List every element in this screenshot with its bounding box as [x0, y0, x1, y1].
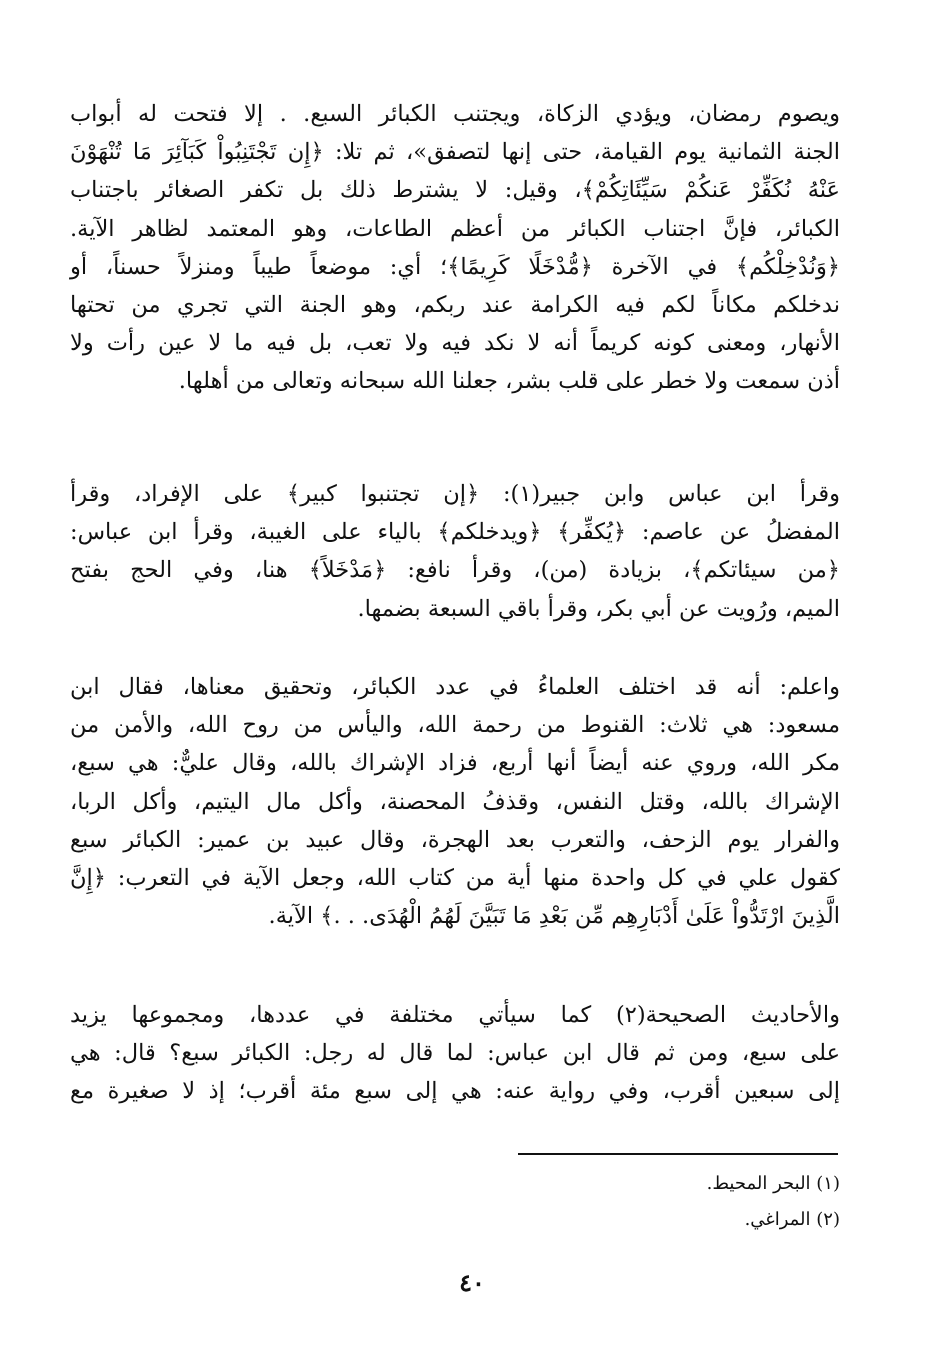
- text-line: مسعود: هي ثلاث: القنوط من رحمة الله، واليأس من روح الله، والأمن من: [70, 712, 840, 739]
- text-line: الكبائر، فإنَّ اجتناب الكبائر من أعظم الطاعات، وهو المعتمد لظاهر الآية.: [70, 215, 840, 242]
- text-line: واعلم: أنه قد اختلف العلماءُ في عدد الكبائر، وتحقيق معناها، فقال ابن: [70, 674, 840, 700]
- text-line: والأحاديث الصحيحة(٢) كما سيأتي مختلفة في عددها، ومجموعها يزيد: [70, 1002, 840, 1028]
- text-line: ﴿وَنُدْخِلْكُم﴾ في الآخرة ﴿مُّدْخَلًا كَرِيمًا﴾؛ أي: موضعاً طيباً ومنزلاً حسناً، أو: [70, 253, 840, 280]
- text-line: وقرأ ابن عباس وابن جبير(١): ﴿إن تجتنبوا كبير﴾ على الإفراد، وقرأ: [70, 481, 840, 507]
- text-line: الَّذِينَ ارْتَدُّواْ عَلَىٰ أَدْبَارِهِم مِّن بَعْدِ مَا تَبَيَّنَ لَهُمُ الْهُدَى. . .﴾ الآية.: [268, 903, 840, 930]
- text-line: أذن سمعت ولا خطر على قلب بشر، جعلنا الله سبحانه وتعالى من أهلها.: [178, 368, 840, 395]
- text-line: كقول علي في كل واحدة منها أية من كتاب الله، وجعل الآية في التعرب: ﴿إِنَّ: [70, 865, 840, 892]
- paragraph-3: [70, 668, 840, 935]
- text-line: ندخلكم مكاناً لكم فيه الكرامة عند ربكم، وهو الجنة التي تجري من تحتها: [70, 292, 840, 319]
- text-line: الميم، ورُويت عن أبي بكر، وقرأ باقي السبعة بضمها.: [357, 595, 840, 622]
- text-line: الجنة الثمانية يوم القيامة، حتى إنها لتصفق»، ثم تلا: ﴿إِن تَجْتَنِبُواْ كَبَآئِرَ مَا تُنْهَوْنَ: [70, 139, 840, 166]
- page-number: ٤٠: [459, 1268, 485, 1297]
- text-line: ﴿من سيئاتكم﴾، بزيادة (من)، وقرأ نافع: ﴿مَدْخَلاً﴾ هنا، وفي الحج بفتح: [70, 557, 840, 584]
- text-line: إلى سبعين أقرب، وفي رواية عنه: هي إلى سبع مئة أقرب؛ إذ لا صغيرة مع: [70, 1078, 840, 1105]
- text-line: ويصوم رمضان، ويؤدي الزكاة، ويجتنب الكبائر السبع. . إلا فتحت له أبواب: [70, 101, 840, 127]
- text-line: عَنْهُ نُكَفِّرْ عَنكُمْ سَيِّئَاتِكُمْ﴾، وقيل: لا يشترط ذلك بل تكفر الصغائر باجتناب: [70, 177, 840, 204]
- paragraph-4: [70, 996, 840, 1111]
- footnotes: [330, 1166, 840, 1238]
- text-line: المفضلُ عن عاصم: ﴿يُكفِّر﴾ ﴿ويدخلكم﴾ بالياء على الغيبة، وقرأ ابن عباس:: [70, 519, 840, 546]
- footnote-1: (١) البحر المحيط.: [706, 1173, 840, 1194]
- text-line: مكر الله، وروي عنه أيضاً أنها أربع، فزاد الإشراك بالله، وقال عليٌّ: هي سبع،: [70, 750, 840, 777]
- text-line: الأنهار، ومعنى كونه كريماً أنه لا نكد فيه ولا تعب، بل فيه ما لا عين رأت ولا: [70, 330, 840, 357]
- text-line: على سبع، ومن ثم قال ابن عباس: لما قال له رجل: الكبائر سبع؟ قال: هي: [70, 1040, 840, 1067]
- footnote-divider: [518, 1153, 838, 1155]
- text-line: والفرار يوم الزحف، والتعرب بعد الهجرة، وقال عبيد بن عمير: الكبائر سبع: [70, 826, 840, 853]
- text-line: الإشراك بالله، وقتل النفس، وقذفُ المحصنة، وأكل مال اليتيم، وأكل الربا،: [70, 788, 840, 815]
- footnote-2: (٢) المراغي.: [744, 1209, 840, 1230]
- paragraph-2: [70, 475, 840, 628]
- paragraph-1: [70, 95, 840, 401]
